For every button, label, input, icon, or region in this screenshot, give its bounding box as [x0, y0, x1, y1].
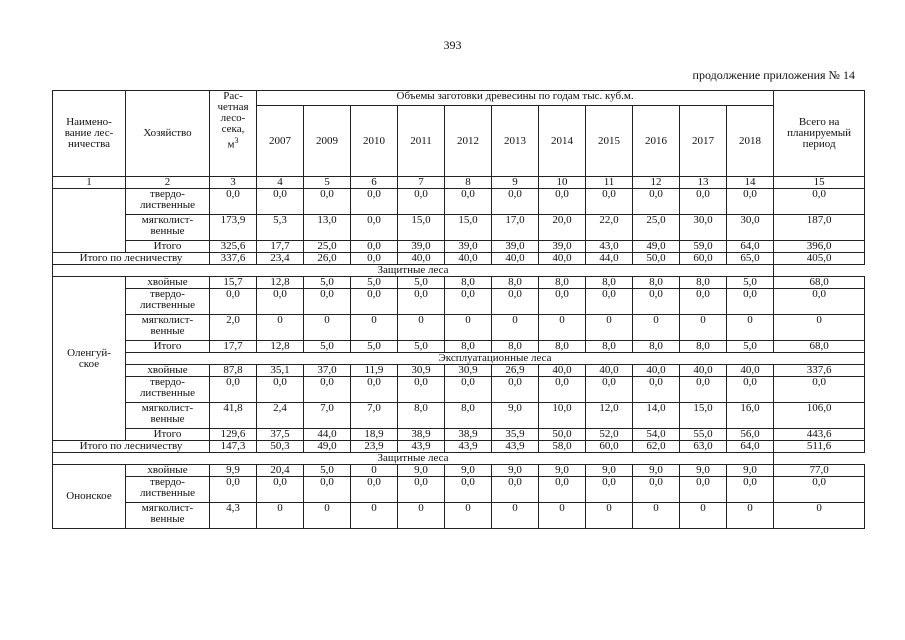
value-cell: 0,0	[633, 289, 680, 315]
table-row	[53, 465, 865, 477]
value-cell: 0	[304, 315, 351, 341]
value-cell: 4,3	[210, 503, 257, 529]
value-cell: 0	[445, 315, 492, 341]
value-cell: 68,0	[774, 277, 865, 289]
farm-type: мягколист- венные	[126, 315, 210, 341]
value-cell: 0,0	[304, 289, 351, 315]
header-year: 2011	[398, 106, 445, 177]
appendix-continuation: продолжение приложения № 14	[692, 68, 855, 82]
value-cell: 58,0	[539, 441, 586, 453]
value-cell: 0	[680, 315, 727, 341]
value-cell: 0	[351, 465, 398, 477]
header-volumes: Объемы заготовки древесины по годам тыс. куб.м.	[257, 91, 774, 106]
value-cell: 0,0	[445, 377, 492, 403]
header-year: 2018	[727, 106, 774, 177]
value-cell: 0	[398, 315, 445, 341]
value-cell: 43,9	[492, 441, 539, 453]
table-row	[53, 429, 865, 441]
farm-type: Итого	[126, 341, 210, 353]
column-number: 14	[727, 177, 774, 189]
value-cell: 0,0	[774, 477, 865, 503]
value-cell: 0,0	[492, 377, 539, 403]
value-cell: 64,0	[727, 241, 774, 253]
value-cell: 9,0	[586, 465, 633, 477]
value-cell: 0,0	[680, 377, 727, 403]
value-cell: 5,0	[351, 341, 398, 353]
value-cell: 0	[257, 315, 304, 341]
value-cell: 50,0	[539, 429, 586, 441]
value-cell: 0,0	[210, 189, 257, 215]
value-cell: 40,0	[539, 365, 586, 377]
value-cell: 0,0	[351, 289, 398, 315]
value-cell: 8,0	[586, 277, 633, 289]
value-cell: 25,0	[304, 241, 351, 253]
value-cell: 38,9	[398, 429, 445, 441]
value-cell: 9,0	[492, 465, 539, 477]
value-cell: 13,0	[304, 215, 351, 241]
value-cell: 20,4	[257, 465, 304, 477]
value-cell: 43,0	[586, 241, 633, 253]
section-row	[53, 353, 865, 365]
value-cell: 0,0	[304, 477, 351, 503]
value-cell: 0,0	[727, 377, 774, 403]
value-cell: 443,6	[774, 429, 865, 441]
value-cell: 12,8	[257, 341, 304, 353]
value-cell: 5,0	[398, 341, 445, 353]
value-cell: 0,0	[727, 477, 774, 503]
value-cell: 12,8	[257, 277, 304, 289]
value-cell: 39,0	[539, 241, 586, 253]
value-cell: 37,0	[304, 365, 351, 377]
value-cell: 0,0	[445, 289, 492, 315]
value-cell: 2,4	[257, 403, 304, 429]
value-cell: 511,6	[774, 441, 865, 453]
value-cell: 62,0	[633, 441, 680, 453]
value-cell: 60,0	[680, 253, 727, 265]
section-title: Эксплуатационные леса	[126, 353, 865, 365]
value-cell: 0	[633, 315, 680, 341]
value-cell: 0,0	[492, 477, 539, 503]
forestry-total-row	[53, 253, 865, 265]
value-cell: 11,9	[351, 365, 398, 377]
value-cell: 15,0	[680, 403, 727, 429]
value-cell: 77,0	[774, 465, 865, 477]
column-number: 2	[126, 177, 210, 189]
value-cell: 0,0	[210, 289, 257, 315]
value-cell: 337,6	[774, 365, 865, 377]
header-year: 2010	[351, 106, 398, 177]
column-number: 1	[53, 177, 126, 189]
value-cell: 9,0	[680, 465, 727, 477]
value-cell: 0,0	[351, 253, 398, 265]
value-cell: 9,0	[398, 465, 445, 477]
value-cell: 23,4	[257, 253, 304, 265]
table-row	[53, 215, 865, 241]
header-year: 2013	[492, 106, 539, 177]
value-cell: 129,6	[210, 429, 257, 441]
value-cell: 106,0	[774, 403, 865, 429]
column-number: 11	[586, 177, 633, 189]
value-cell: 43,9	[398, 441, 445, 453]
value-cell: 25,0	[633, 215, 680, 241]
value-cell: 8,0	[492, 341, 539, 353]
farm-type: твердо- лиственные	[126, 189, 210, 215]
value-cell: 10,0	[539, 403, 586, 429]
farm-type: мягколист- венные	[126, 403, 210, 429]
value-cell: 0	[398, 503, 445, 529]
section-title: Защитные леса	[53, 265, 774, 277]
value-cell: 7,0	[351, 403, 398, 429]
value-cell: 0,0	[351, 241, 398, 253]
value-cell: 17,0	[492, 215, 539, 241]
farm-type: мягколист- венные	[126, 215, 210, 241]
value-cell: 0,0	[257, 477, 304, 503]
value-cell: 8,0	[680, 341, 727, 353]
value-cell: 0,0	[539, 189, 586, 215]
value-cell: 0,0	[586, 377, 633, 403]
column-number: 9	[492, 177, 539, 189]
header-name: Наимено- вание лес- ничества	[53, 91, 126, 177]
column-number-row	[53, 177, 865, 189]
header-total: Всего на планируемый период	[774, 91, 865, 177]
value-cell: 173,9	[210, 215, 257, 241]
value-cell: 15,7	[210, 277, 257, 289]
value-cell: 39,0	[492, 241, 539, 253]
value-cell: 9,0	[633, 465, 680, 477]
table-row	[53, 477, 865, 503]
value-cell: 0,0	[492, 189, 539, 215]
value-cell: 8,0	[398, 403, 445, 429]
harvest-volume-table	[52, 90, 865, 529]
value-cell: 40,0	[680, 365, 727, 377]
value-cell: 0,0	[539, 477, 586, 503]
value-cell: 0	[774, 503, 865, 529]
value-cell: 0	[586, 503, 633, 529]
value-cell: 0	[351, 503, 398, 529]
value-cell: 38,9	[445, 429, 492, 441]
value-cell: 18,9	[351, 429, 398, 441]
forestry-total-label: Итого по лесничеству	[53, 441, 210, 453]
value-cell: 9,0	[445, 465, 492, 477]
value-cell: 0,0	[257, 289, 304, 315]
header-year: 2009	[304, 106, 351, 177]
header-year: 2015	[586, 106, 633, 177]
table-row	[53, 377, 865, 403]
value-cell: 40,0	[539, 253, 586, 265]
value-cell: 12,0	[586, 403, 633, 429]
value-cell: 0,0	[586, 189, 633, 215]
value-cell: 8,0	[492, 277, 539, 289]
column-number: 7	[398, 177, 445, 189]
farm-type: Итого	[126, 241, 210, 253]
value-cell: 0,0	[586, 289, 633, 315]
column-number: 13	[680, 177, 727, 189]
value-cell: 0	[727, 315, 774, 341]
value-cell: 0,0	[210, 377, 257, 403]
header-farm: Хозяйство	[126, 91, 210, 177]
value-cell: 44,0	[586, 253, 633, 265]
value-cell: 9,0	[492, 403, 539, 429]
forestry-total-label: Итого по лесничеству	[53, 253, 210, 265]
value-cell: 0,0	[774, 289, 865, 315]
value-cell: 8,0	[633, 277, 680, 289]
value-cell: 0,0	[727, 189, 774, 215]
value-cell: 54,0	[633, 429, 680, 441]
forestry-total-row	[53, 441, 865, 453]
table-row	[53, 277, 865, 289]
table-row	[53, 241, 865, 253]
header-year: 2017	[680, 106, 727, 177]
value-cell: 40,0	[727, 365, 774, 377]
value-cell: 0,0	[539, 289, 586, 315]
farm-type: твердо- лиственные	[126, 377, 210, 403]
value-cell: 30,9	[445, 365, 492, 377]
value-cell: 5,0	[398, 277, 445, 289]
value-cell: 0	[257, 503, 304, 529]
value-cell: 0	[680, 503, 727, 529]
column-number: 10	[539, 177, 586, 189]
value-cell: 405,0	[774, 253, 865, 265]
value-cell: 0,0	[445, 189, 492, 215]
value-cell: 0,0	[351, 189, 398, 215]
value-cell: 0	[492, 503, 539, 529]
value-cell: 26,0	[304, 253, 351, 265]
farm-type: хвойные	[126, 465, 210, 477]
table-row	[53, 403, 865, 429]
value-cell: 0	[727, 503, 774, 529]
value-cell: 0,0	[351, 477, 398, 503]
section-row	[53, 265, 865, 277]
forestry-name	[53, 189, 126, 253]
value-cell: 40,0	[398, 253, 445, 265]
value-cell: 37,5	[257, 429, 304, 441]
value-cell: 9,9	[210, 465, 257, 477]
header-rate: Рас- четная лесо- сека, $м^3$	[210, 91, 257, 177]
value-cell: 0	[492, 315, 539, 341]
value-cell: 22,0	[586, 215, 633, 241]
value-cell: 8,0	[539, 341, 586, 353]
value-cell: 20,0	[539, 215, 586, 241]
value-cell: 0	[539, 503, 586, 529]
header-year: 2014	[539, 106, 586, 177]
farm-type: мягколист- венные	[126, 503, 210, 529]
table-row	[53, 189, 865, 215]
forestry-name: Ононское	[53, 465, 126, 529]
value-cell: 325,6	[210, 241, 257, 253]
table-row	[53, 341, 865, 353]
value-cell: 8,0	[445, 341, 492, 353]
value-cell: 0,0	[633, 377, 680, 403]
value-cell: 55,0	[680, 429, 727, 441]
value-cell: 0,0	[492, 289, 539, 315]
table-row	[53, 365, 865, 377]
value-cell: 41,8	[210, 403, 257, 429]
column-number: 4	[257, 177, 304, 189]
value-cell: 30,0	[680, 215, 727, 241]
value-cell: 0,0	[586, 477, 633, 503]
value-cell: 17,7	[210, 341, 257, 353]
column-number: 3	[210, 177, 257, 189]
column-number: 8	[445, 177, 492, 189]
value-cell: 0,0	[351, 377, 398, 403]
value-cell: 17,7	[257, 241, 304, 253]
value-cell: 39,0	[398, 241, 445, 253]
value-cell: 0,0	[257, 189, 304, 215]
column-number: 15	[774, 177, 865, 189]
value-cell: 396,0	[774, 241, 865, 253]
value-cell: 63,0	[680, 441, 727, 453]
value-cell: 0	[586, 315, 633, 341]
farm-type: хвойные	[126, 365, 210, 377]
value-cell: 0	[351, 315, 398, 341]
value-cell: 0	[304, 503, 351, 529]
value-cell: 14,0	[633, 403, 680, 429]
value-cell: 5,3	[257, 215, 304, 241]
value-cell: 0,0	[398, 477, 445, 503]
value-cell: 40,0	[633, 365, 680, 377]
value-cell: 337,6	[210, 253, 257, 265]
column-number: 5	[304, 177, 351, 189]
value-cell: 0,0	[210, 477, 257, 503]
value-cell: 43,9	[445, 441, 492, 453]
value-cell: 8,0	[586, 341, 633, 353]
value-cell: 0	[633, 503, 680, 529]
value-cell: 9,0	[539, 465, 586, 477]
value-cell: 64,0	[727, 441, 774, 453]
value-cell: 40,0	[492, 253, 539, 265]
value-cell: 0,0	[680, 189, 727, 215]
table-row	[53, 503, 865, 529]
table-row	[53, 315, 865, 341]
value-cell: 5,0	[351, 277, 398, 289]
value-cell: 52,0	[586, 429, 633, 441]
header-year: 2007	[257, 106, 304, 177]
farm-type: хвойные	[126, 277, 210, 289]
value-cell: 30,9	[398, 365, 445, 377]
value-cell: 15,0	[445, 215, 492, 241]
value-cell: 8,0	[633, 341, 680, 353]
value-cell: 0,0	[633, 189, 680, 215]
value-cell: 5,0	[727, 277, 774, 289]
value-cell: 35,9	[492, 429, 539, 441]
value-cell: 0,0	[774, 189, 865, 215]
value-cell: 39,0	[445, 241, 492, 253]
value-cell: 59,0	[680, 241, 727, 253]
value-cell: 68,0	[774, 341, 865, 353]
value-cell: 0,0	[680, 289, 727, 315]
value-cell: 40,0	[445, 253, 492, 265]
forestry-name: Оленгуй- ское	[53, 277, 126, 441]
value-cell: 0,0	[304, 377, 351, 403]
value-cell: 49,0	[304, 441, 351, 453]
value-cell: 40,0	[586, 365, 633, 377]
value-cell: 8,0	[539, 277, 586, 289]
value-cell: 16,0	[727, 403, 774, 429]
value-cell: 0	[445, 503, 492, 529]
table-row	[53, 289, 865, 315]
value-cell: 87,8	[210, 365, 257, 377]
value-cell: 0,0	[445, 477, 492, 503]
value-cell: 0,0	[398, 377, 445, 403]
value-cell: 50,3	[257, 441, 304, 453]
value-cell: 7,0	[304, 403, 351, 429]
header-row	[53, 91, 865, 106]
value-cell: 9,0	[727, 465, 774, 477]
value-cell: 8,0	[445, 403, 492, 429]
farm-type: твердо- лиственные	[126, 289, 210, 315]
value-cell: 0	[539, 315, 586, 341]
value-cell: 23,9	[351, 441, 398, 453]
page-number: 393	[443, 38, 462, 52]
value-cell: 0,0	[398, 189, 445, 215]
column-number: 6	[351, 177, 398, 189]
value-cell: 49,0	[633, 241, 680, 253]
value-cell: 15,0	[398, 215, 445, 241]
value-cell: 0,0	[774, 377, 865, 403]
header-year: 2012	[445, 106, 492, 177]
value-cell: 44,0	[304, 429, 351, 441]
value-cell: 0,0	[539, 377, 586, 403]
value-cell: 5,0	[727, 341, 774, 353]
farm-type: твердо- лиственные	[126, 477, 210, 503]
value-cell: 2,0	[210, 315, 257, 341]
column-number: 12	[633, 177, 680, 189]
value-cell: 0,0	[727, 289, 774, 315]
value-cell: 8,0	[680, 277, 727, 289]
value-cell: 147,3	[210, 441, 257, 453]
value-cell: 56,0	[727, 429, 774, 441]
section-title: Защитные леса	[53, 453, 774, 465]
value-cell: 35,1	[257, 365, 304, 377]
value-cell: 0	[774, 315, 865, 341]
value-cell: 5,0	[304, 277, 351, 289]
value-cell: 65,0	[727, 253, 774, 265]
header-year: 2016	[633, 106, 680, 177]
value-cell: 0,0	[680, 477, 727, 503]
value-cell: 5,0	[304, 465, 351, 477]
value-cell: 26,9	[492, 365, 539, 377]
farm-type: Итого	[126, 429, 210, 441]
value-cell: 0,0	[257, 377, 304, 403]
value-cell: 60,0	[586, 441, 633, 453]
value-cell: 8,0	[445, 277, 492, 289]
value-cell: 0,0	[351, 215, 398, 241]
value-cell: 0,0	[304, 189, 351, 215]
value-cell: 50,0	[633, 253, 680, 265]
value-cell: 5,0	[304, 341, 351, 353]
value-cell: 30,0	[727, 215, 774, 241]
section-row	[53, 453, 865, 465]
value-cell: 187,0	[774, 215, 865, 241]
value-cell: 0,0	[398, 289, 445, 315]
value-cell: 0,0	[633, 477, 680, 503]
